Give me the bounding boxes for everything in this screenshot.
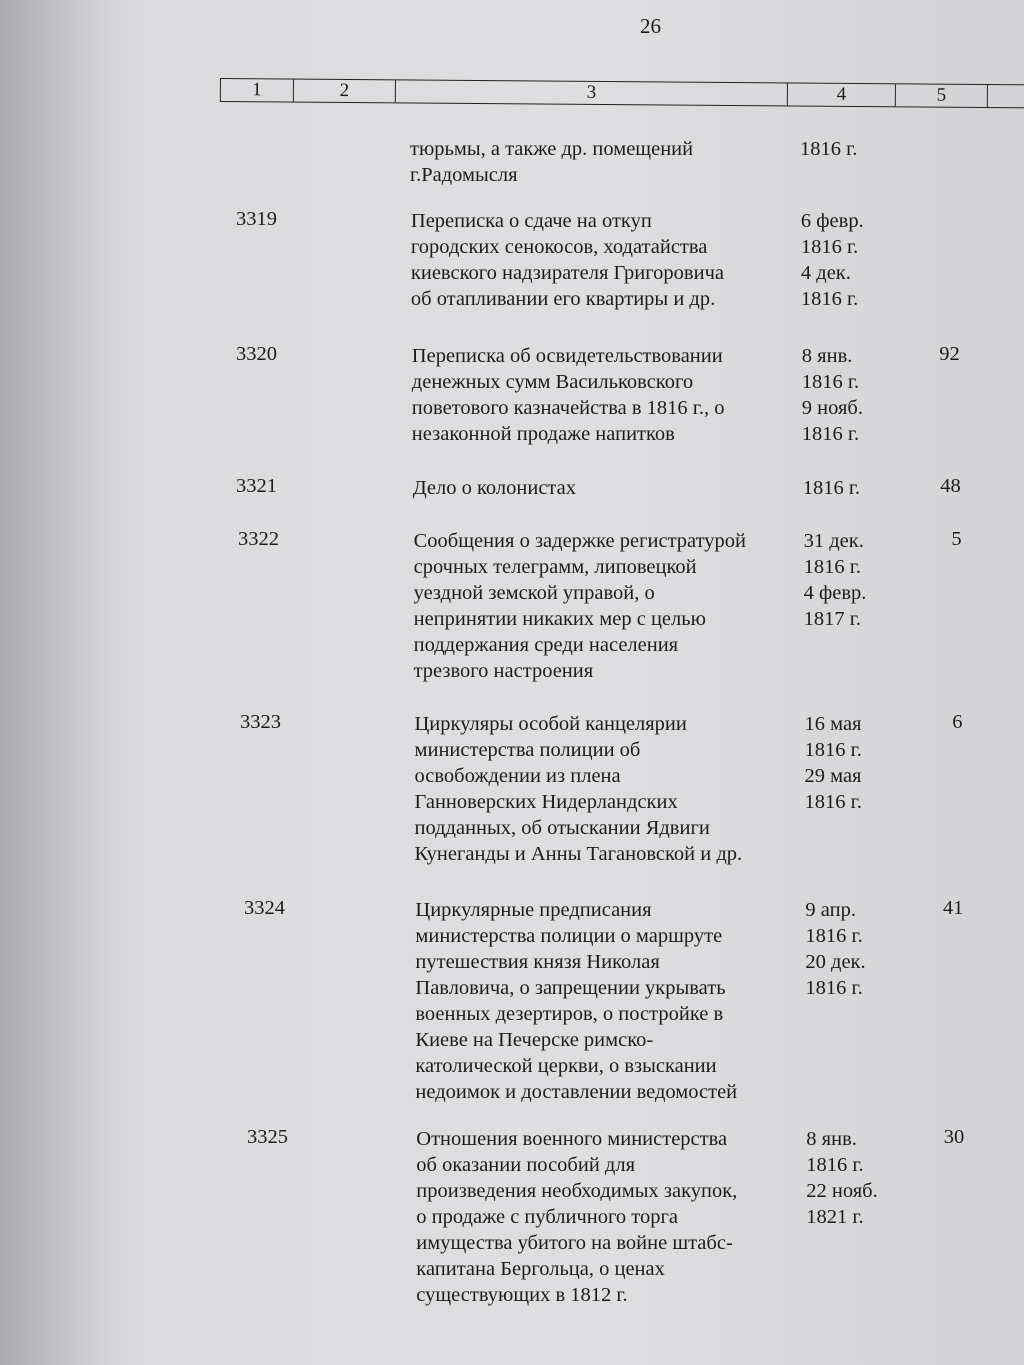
description-line: министерства полиции о маршруте: [415, 925, 723, 947]
entry-sheet-count: 41: [942, 897, 964, 919]
date-line: 1816 г.: [800, 288, 859, 310]
date-line: 16 мая: [804, 713, 862, 735]
description-line: Переписка об освидетельствовании: [411, 345, 723, 367]
entry-dates: [801, 208, 901, 312]
entry-dates: [805, 897, 905, 1001]
entry-dates: [802, 343, 902, 447]
description-line: поветового казначейства в 1816 г., о: [411, 397, 725, 419]
column-header-1: 1: [221, 79, 294, 102]
description-line: Павловича, о запрещении укрывать: [415, 977, 726, 999]
description-line: освобождении из плена: [414, 765, 621, 787]
entry-description: [416, 1126, 786, 1308]
date-line: 29 мая: [804, 765, 862, 787]
entry-number: 3321: [236, 475, 277, 497]
entry-description: [410, 136, 780, 188]
description-line: министерства полиции об: [414, 739, 641, 761]
description-line: городских сенокосов, ходатайства: [410, 236, 708, 258]
entry-number: 3322: [238, 528, 279, 550]
description-line: Дело о колонистах: [412, 477, 576, 499]
description-line: Переписка о сдаче на откуп: [410, 210, 652, 232]
description-line: подданных, об отыскании Ядвиги: [414, 817, 710, 839]
date-line: 20 дек.: [805, 951, 866, 973]
column-header-5: 5: [896, 84, 988, 107]
entry-description: [415, 711, 785, 867]
entry-sheet-count: 30: [943, 1126, 965, 1148]
description-line: Циркулярные предписания: [415, 899, 652, 921]
entry-dates: [805, 711, 905, 815]
description-line: имущества убитого на войне штабс-: [416, 1232, 733, 1254]
date-line: 4 февр.: [803, 582, 867, 604]
description-line: капитана Бергольца, о ценах: [416, 1258, 665, 1280]
description-line: поддержания среди населения: [413, 634, 679, 656]
entry-dates: [806, 1126, 906, 1230]
entry-description: [412, 343, 782, 447]
description-line: Ганноверских Нидерландских: [414, 791, 678, 813]
description-line: незаконной продаже напитков: [411, 423, 675, 445]
date-line: 31 дек.: [803, 530, 864, 552]
date-line: 1816 г.: [801, 423, 860, 445]
date-line: 1816 г.: [805, 925, 863, 947]
description-line: Сообщения о задержке регистратурой: [413, 530, 747, 552]
date-line: 8 янв.: [801, 345, 853, 367]
column-header-table: [220, 78, 1024, 109]
date-line: 9 апр.: [805, 899, 856, 921]
date-line: 1816 г.: [800, 236, 859, 258]
date-line: 9 нояб.: [801, 397, 863, 419]
date-line: 1816 г.: [801, 371, 860, 393]
description-line: Киеве на Печерске римско-: [415, 1029, 654, 1051]
column-header-3: 3: [396, 80, 788, 105]
description-line: Циркуляры особой канцелярии: [414, 713, 687, 735]
description-line: тюрьмы, а также др. помещений: [410, 138, 694, 160]
description-line: об отапливании его квартиры и др.: [410, 288, 716, 310]
description-line: г.Радомысля: [410, 164, 518, 186]
date-line: 1816 г.: [804, 739, 862, 761]
entry-sheet-count: 6: [952, 711, 963, 733]
entry-description: [411, 208, 781, 312]
entry-number: 3324: [244, 897, 285, 919]
description-line: недоимок и доставлении ведомостей: [415, 1081, 738, 1103]
date-line: 22 нояб.: [806, 1180, 878, 1202]
entry-number: 3323: [240, 711, 281, 733]
entry-number: 3320: [236, 343, 277, 365]
description-line: киевского надзирателя Григоровича: [410, 262, 724, 284]
description-line: военных дезертиров, о постройке в: [415, 1003, 724, 1025]
date-line: 1816 г.: [802, 477, 861, 499]
entry-sheet-count: 5: [951, 528, 962, 550]
page-number: 26: [640, 14, 661, 38]
date-line: 1821 г.: [806, 1206, 864, 1228]
column-header-2: 2: [294, 80, 396, 103]
date-line: 4 дек.: [800, 262, 851, 284]
entry-sheet-count: 48: [940, 475, 961, 497]
date-line: 1816 г.: [805, 977, 863, 999]
description-line: произведения необходимых закупок,: [416, 1180, 738, 1202]
date-line: 6 февр.: [800, 210, 864, 232]
description-line: путешествия князя Николая: [415, 951, 660, 973]
date-line: 1816 г.: [804, 791, 862, 813]
entry-description: [415, 897, 785, 1105]
description-line: о продаже с публичного торга: [416, 1206, 678, 1228]
entry-dates: [804, 528, 904, 632]
date-line: 1816 г.: [806, 1154, 864, 1176]
description-line: уездной земской управой, о: [413, 582, 655, 604]
date-line: 1817 г.: [803, 608, 861, 630]
entry-number: 3319: [236, 208, 277, 230]
entry-dates: [803, 475, 903, 501]
entry-dates: [800, 136, 900, 162]
description-line: существующих в 1812 г.: [416, 1284, 628, 1306]
description-line: денежных сумм Васильковского: [411, 371, 694, 393]
entry-sheet-count: 92: [939, 343, 960, 365]
book-spine-shadow: [0, 0, 110, 1365]
description-line: об оказании пособий для: [416, 1154, 636, 1176]
date-line: 1816 г.: [800, 138, 858, 160]
description-line: католической церкви, о взыскании: [415, 1055, 717, 1077]
entry-description: [414, 528, 784, 684]
entry-number: 3325: [247, 1126, 288, 1148]
description-line: Кунеганды и Анны Тагановской и др.: [414, 843, 743, 865]
column-header-4: 4: [788, 83, 896, 106]
column-header-6: [988, 85, 1024, 107]
description-line: срочных телеграмм, липовецкой: [413, 556, 697, 578]
entry-description: [413, 475, 783, 501]
date-line: 8 янв.: [806, 1128, 857, 1150]
description-line: непринятии никаких мер с целью: [413, 608, 706, 630]
date-line: 1816 г.: [803, 556, 861, 578]
description-line: Отношения военного министерства: [416, 1128, 728, 1150]
description-line: трезвого настроения: [413, 660, 594, 682]
